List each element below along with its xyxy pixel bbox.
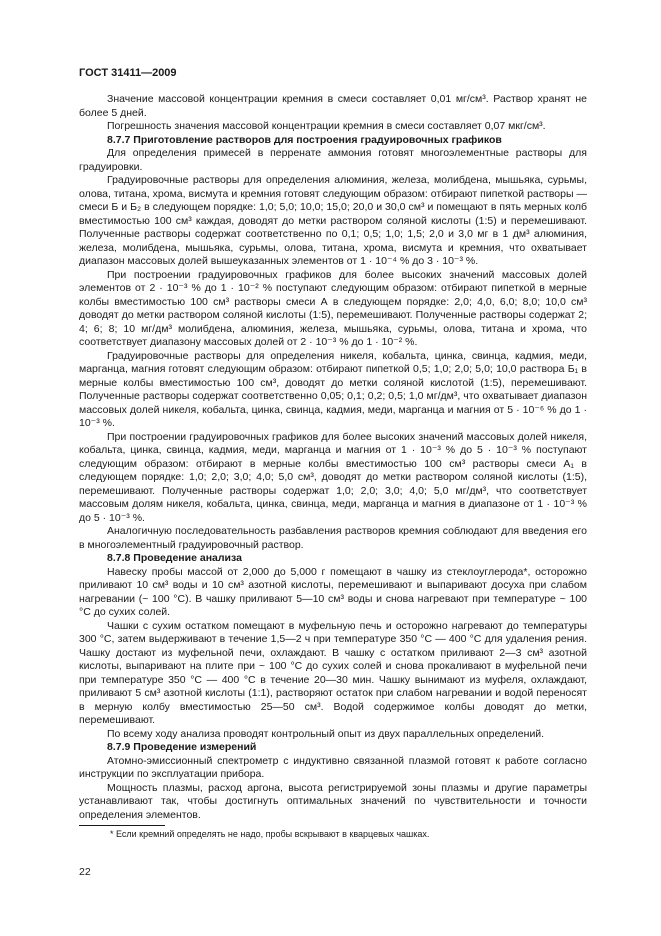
section-heading: 8.7.7 Приготовление растворов для построения градуировочных графиков <box>107 133 502 146</box>
paragraph: Аналогичную последовательность разбавления растворов кремния соблюдают для введения его в многоэлементный градуировочный раствор. <box>79 525 587 551</box>
section-heading: 8.7.8 Проведение анализа <box>107 552 242 564</box>
page-number: 22 <box>79 866 91 878</box>
paragraph: Чашки с сухим остатком помещают в муфельную печь и осторожно нагревают до температуры 300 °С, затем выдерживают в течение 1,5—2 ч при температуре 350 °С — 400 °С для удаления рения. Чашку достают из муфельной печи, охлаждают. В чашку с остатком приливают 2—3 см³ азотной кислоты, выпаривают на плите при ~ 100 °С до сухих солей и снова прокаливают в муфельной печи при температуре 350 °С — 400 °С в течение 20—30 мин. Чашку вынимают из муфеля, охлаждают, приливают 5 см³ азотной кислоты (1:1), растворяют остаток при слабом нагревании и водой переносят в мерную колбу вместимостью 25—50 см³. Водой содержимое колбы доводят до метки, перемешивают. <box>79 619 587 726</box>
paragraph: Градуировочные растворы для определения никеля, кобальта, цинка, свинца, кадмия, меди, марганца, магния готовят следующим образом: отбирают пипеткой 0,5; 1,0; 2,0; 5,0; 10,0 раствора Б₁ в мерные колбы вместимостью 100 см³, доводят до метки соляной кислотой (1:5), перемешивают. Полученные растворы содержат соответственно 0,05; 0,1; 0,2; 0,5; 1,0 мг/дм³, что охватывает диапазон массовых долей никеля, кобальта, цинка, свинца, кадмия, меди, марганца и магния от 5 · 10⁻⁶ % до 1 · 10⁻³ %. <box>79 349 587 429</box>
paragraph: По всему ходу анализа проводят контрольный опыт из двух параллельных определений. <box>107 727 545 740</box>
footnote-divider <box>79 825 165 826</box>
document-body <box>79 93 587 822</box>
paragraph: При построении градуировочных графиков для более высоких значений массовых долей элементов от 2 · 10⁻³ % до 1 · 10⁻² % поступают следующим образом: отбирают пипеткой в мерные колбы вместимостью 100 см³ растворы смеси А в следующем порядке: 2,0; 4,0, 6,0; 8,0; 10,0 см³ доводят до метки раствором соляной кислоты (1:5), перемешивают. Полученные растворы содержат 2; 4; 6; 8; 10 мг/дм³ молибдена, алюминия, железа, мышьяка, сурьмы, олова, титана и хрома, что соответствует диапазону массовых долей от 2 · 10⁻³ % до 1 · 10⁻² %. <box>79 268 587 348</box>
paragraph: Атомно-эмиссионный спектрометр с индуктивно связанной плазмой готовят к работе согласно инструкции по эксплуатации прибора. <box>79 754 587 780</box>
paragraph: Для определения примесей в перренате аммония готовят многоэлементные растворы для градуировки. <box>79 147 587 173</box>
section-heading: 8.7.9 Проведение измерений <box>107 741 257 753</box>
footnote: * Если кремний определять не надо, пробы вскрывают в кварцевых чашках. <box>110 829 430 839</box>
paragraph: Градуировочные растворы для определения алюминия, железа, молибдена, мышьяка, сурьмы, олова, титана, хрома, висмута и кремния готовят следующим образом: отбирают пипеткой растворы — смеси Б и Б₂ в следующем порядке: 1,0; 5,0; 10,0; 15,0; 20,0 и 30,0 см³ и помещают в пять мерных колб вместимостью 100 см³ каждая, доводят до метки раствором соляной кислоты (1:5) и перемешивают. Полученные растворы содержат соответственно по 0,1; 0,5; 1,0; 1,5; 2,0 и 3,0 мг в 1 дм³ алюминия, железа, молибдена, мышьяка, сурьмы, олова, титана, хрома, висмута и кремния, что охватывает диапазон массовых долей вышеуказанных элементов от 1 · 10⁻⁴ % до 3 · 10⁻³ %. <box>79 174 587 267</box>
paragraph: При построении градуировочных графиков для более высоких значений массовых долей никеля, кобальта, цинка, свинца, кадмия, меди, марганца и магния от 1 · 10⁻³ % до 5 · 10⁻³ % поступают следующим образом: отбирают в мерные колбы вместимостью 100 см³ растворы смеси А₁ в следующем порядке: 1,0; 2,0; 3,0; 4,0; 5,0 см³, доводят до метки раствором соляной кислоты (1:5), перемешивают. Полученные растворы содержат 1,0; 2,0; 3,0; 4,0; 5,0 мг/дм³, что соответствует массовым долям никеля, кобальта, цинка, свинца, меди, марганца и магния в диапазоне от 1 · 10⁻³ % до 5 · 10⁻³ %. <box>79 430 587 524</box>
paragraph: Навеску пробы массой от 2,000 до 5,000 г помещают в чашку из стеклоуглерода*, осторожно приливают 10 см³ воды и 10 см³ азотной кислоты, перемешивают и выпаривают досуха при слабом нагревании (~ 100 °С). В чашку приливают 5—10 см³ воды и снова нагревают при температуре ~ 100 °С до сухих солей. <box>79 565 587 618</box>
paragraph: Значение массовой концентрации кремния в смеси составляет 0,01 мг/см³. Раствор хранят не более 5 дней. <box>79 93 587 119</box>
document-header: ГОСТ 31411—2009 <box>79 67 177 79</box>
paragraph: Мощность плазмы, расход аргона, высота регистрируемой зоны плазмы и другие параметры устанавливают так, чтобы достигнуть оптимальных значений по чувствительности и точности определения элементов. <box>79 781 587 821</box>
paragraph: Погрешность значения массовой концентрации кремния в смеси составляет 0,07 мкг/см³. <box>107 120 546 132</box>
